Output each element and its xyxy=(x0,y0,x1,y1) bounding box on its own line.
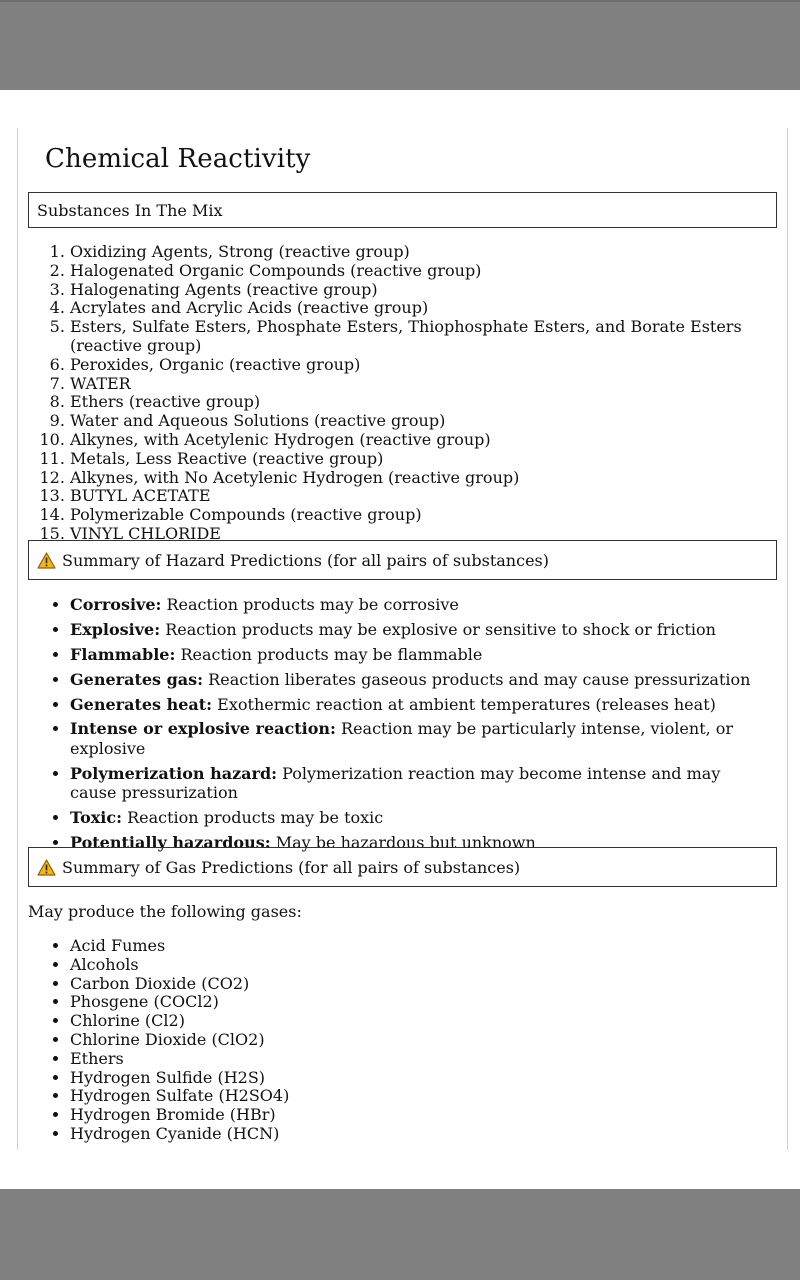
content-panel xyxy=(17,128,788,1150)
substance-item: 15. VINYL CHLORIDE xyxy=(70,525,787,544)
gas-item: • Acid Fumes xyxy=(70,937,289,956)
warning-icon xyxy=(37,552,56,569)
gas-item: • Hydrogen Cyanide (HCN) xyxy=(70,1125,289,1144)
gas-summary-label: Summary of Gas Predictions (for all pairs of substances) xyxy=(62,857,521,877)
hazard-description: Polymerization reaction may become intense and may cause pressurization xyxy=(70,763,721,803)
warning-icon xyxy=(37,859,56,876)
gas-item: • Carbon Dioxide (CO2) xyxy=(70,975,289,994)
gas-item: • Chlorine (Cl2) xyxy=(70,1012,289,1031)
hazard-label: Generates heat: xyxy=(70,694,213,714)
substance-item: 8. Ethers (reactive group) xyxy=(70,393,787,412)
page-title: Chemical Reactivity xyxy=(45,144,311,174)
hazard-summary-header[interactable] xyxy=(28,540,777,580)
substance-item: 13. BUTYL ACETATE xyxy=(70,487,787,506)
hazard-description: Reaction products may be toxic xyxy=(127,808,384,828)
top-app-bar xyxy=(0,0,800,90)
hazard-description: Reaction may be particularly intense, violent, or explosive xyxy=(70,719,734,758)
gas-item: • Chlorine Dioxide (ClO2) xyxy=(70,1031,289,1050)
gas-summary-header[interactable] xyxy=(28,847,777,887)
substance-item: 6. Peroxides, Organic (reactive group) xyxy=(70,356,787,375)
hazard-item xyxy=(70,695,770,715)
substance-item: 14. Polymerizable Compounds (reactive group) xyxy=(70,506,787,525)
substance-item: 2. Halogenated Organic Compounds (reactive group) xyxy=(70,262,787,281)
hazard-item xyxy=(70,620,770,640)
hazard-item xyxy=(70,719,770,758)
substance-item: 3. Halogenating Agents (reactive group) xyxy=(70,281,787,300)
hazard-item xyxy=(70,645,770,665)
substance-item: 9. Water and Aqueous Solutions (reactive group) xyxy=(70,412,787,431)
hazard-label: Polymerization hazard: xyxy=(70,763,278,783)
substance-item: 11. Metals, Less Reactive (reactive group) xyxy=(70,450,787,469)
substances-header[interactable] xyxy=(28,192,777,228)
hazard-label: Generates gas: xyxy=(70,669,204,689)
hazard-description: Exothermic reaction at ambient temperatures (releases heat) xyxy=(217,694,716,714)
gas-item: • Hydrogen Sulfide (H2S) xyxy=(70,1069,289,1088)
bottom-nav-bar xyxy=(0,1189,800,1280)
substance-item: 1. Oxidizing Agents, Strong (reactive group) xyxy=(70,243,787,262)
gas-intro-text: May produce the following gases: xyxy=(28,902,302,921)
hazard-label: Potentially hazardous: xyxy=(70,833,271,853)
hazard-description: Reaction products may be corrosive xyxy=(166,595,459,614)
gas-item: • Phosgene (COCl2) xyxy=(70,993,289,1012)
hazard-item xyxy=(70,595,770,615)
substances-header-label: Substances In The Mix xyxy=(37,200,223,220)
gas-item: • Hydrogen Bromide (HBr) xyxy=(70,1106,289,1125)
hazard-description: Reaction products may be flammable xyxy=(180,644,483,664)
hazard-label: Corrosive: xyxy=(70,595,162,614)
substance-item: 4. Acrylates and Acrylic Acids (reactive group) xyxy=(70,299,787,318)
substance-item: 10. Alkynes, with Acetylenic Hydrogen (reactive group) xyxy=(70,431,787,450)
hazard-label: Intense or explosive reaction: xyxy=(70,719,336,739)
substances-list xyxy=(70,243,787,544)
hazard-description: Reaction liberates gaseous products and may cause pressurization xyxy=(208,669,751,689)
gas-item: • Hydrogen Sulfate (H2SO4) xyxy=(70,1087,289,1106)
substance-item: 7. WATER xyxy=(70,375,787,394)
hazard-summary-label: Summary of Hazard Predictions (for all pairs of substances) xyxy=(62,550,549,570)
hazard-label: Explosive: xyxy=(70,619,161,639)
gas-item: • Ethers xyxy=(70,1050,289,1069)
gas-item: • Alcohols xyxy=(70,956,289,975)
hazard-description: May be hazardous but unknown xyxy=(275,833,536,853)
substance-item: 5. Esters, Sulfate Esters, Phosphate Esters, Thiophosphate Esters, and Borate Esters (reactive group) xyxy=(70,318,787,356)
hazard-label: Flammable: xyxy=(70,644,176,664)
hazard-list xyxy=(70,595,770,858)
gas-list xyxy=(70,937,289,1144)
hazard-item xyxy=(70,808,770,828)
hazard-item xyxy=(70,670,770,690)
hazard-label: Toxic: xyxy=(70,808,123,828)
hazard-item xyxy=(70,764,770,803)
substance-item: 12. Alkynes, with No Acetylenic Hydrogen (reactive group) xyxy=(70,469,787,488)
hazard-description: Reaction products may be explosive or sensitive to shock or friction xyxy=(165,619,716,639)
